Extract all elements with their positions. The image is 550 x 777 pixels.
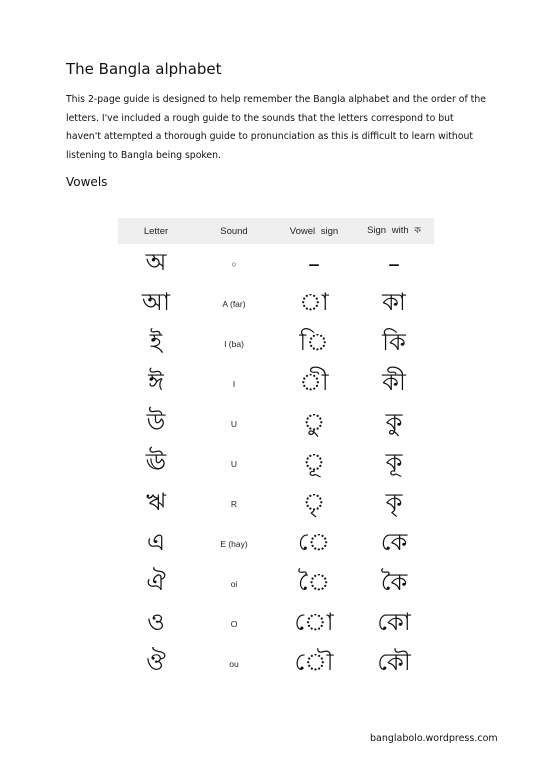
- vowel-sign: ◌ু: [302, 408, 326, 436]
- vowel-sound: oi: [230, 579, 238, 589]
- vowel-sound: O: [230, 619, 238, 629]
- sign-with-ka: কো: [377, 608, 411, 636]
- vowel-sign: ◌ী: [299, 368, 329, 396]
- vowel-letter: অ: [145, 248, 167, 276]
- sign-with-ka: কি: [382, 328, 406, 356]
- header-sound: Sound: [194, 218, 274, 244]
- vowel-letter: ঈ: [148, 368, 164, 396]
- vowel-sound: ou: [229, 659, 239, 669]
- vowel-sign: ◌ৌ: [294, 648, 334, 676]
- vowel-letter: ঔ: [146, 648, 166, 676]
- sign-with-ka: কী: [382, 368, 406, 396]
- vowel-letter: ঊ: [145, 448, 167, 476]
- sign-with-ka: কে: [380, 528, 408, 556]
- vowel-sign: ◌ি: [299, 328, 329, 356]
- vowel-letter: এ: [146, 528, 166, 556]
- header-vowel-sign: Vowel sign: [274, 218, 354, 244]
- table-row: [118, 524, 434, 564]
- header-sign-with-ka: Sign with ক: [354, 218, 434, 244]
- vowel-letter: ঋ: [146, 488, 166, 516]
- sign-with-ka: কু: [385, 408, 403, 436]
- vowel-sign: ◌ূ: [302, 448, 326, 476]
- vowel-letter: উ: [146, 408, 166, 436]
- table-row: [118, 564, 434, 604]
- vowel-sign: ◌ো: [294, 608, 334, 636]
- table-row: [118, 444, 434, 484]
- vowel-sign: ◌ৃ: [302, 488, 326, 516]
- sign-with-ka: কৈ: [380, 568, 408, 596]
- table-row: [118, 284, 434, 324]
- vowel-sound: ○: [231, 259, 237, 269]
- table-row: [118, 604, 434, 644]
- vowel-letter: ঐ: [146, 568, 166, 596]
- vowel-sign: ◌ে: [297, 528, 331, 556]
- sign-with-ka: –: [388, 250, 400, 278]
- table-row: [118, 364, 434, 404]
- table-row: [118, 244, 434, 284]
- vowel-sound: U: [230, 419, 238, 429]
- vowel-sound: R: [230, 499, 238, 509]
- sign-with-ka: কূ: [385, 448, 403, 476]
- sign-with-ka: কা: [382, 288, 406, 316]
- vowel-sign: ◌া: [299, 288, 329, 316]
- table-row: [118, 404, 434, 444]
- table-row: [118, 324, 434, 364]
- vowels-table: [118, 218, 434, 684]
- table-row: [118, 484, 434, 524]
- vowel-sound: U: [230, 459, 238, 469]
- vowel-sound: E (hay): [220, 539, 248, 549]
- vowel-sign: –: [308, 250, 320, 278]
- vowel-letter: আ: [142, 288, 170, 316]
- vowel-sound: I: [232, 379, 236, 389]
- vowel-sign: ◌ৈ: [297, 568, 331, 596]
- vowel-sound: I (ba): [224, 339, 244, 349]
- section-heading-vowels: Vowels: [66, 175, 108, 189]
- header-letter: Letter: [118, 218, 194, 244]
- table-row: [118, 644, 434, 684]
- intro-paragraph: This 2-page guide is designed to help remember the Bangla alphabet and the order of the letters. I've included a rough guide to the sounds that the letters correspond to but haven't attempted a thorough guide to pronunciation as this is difficult to learn without listening to Bangla being spoken.: [66, 94, 486, 161]
- footer-url: banglabolo.wordpress.com: [370, 733, 498, 744]
- vowel-letter: ও: [147, 608, 165, 636]
- sign-with-ka: কৃ: [385, 488, 403, 516]
- vowel-letter: ই: [149, 328, 163, 356]
- table-header-row: [118, 218, 434, 244]
- page-title: The Bangla alphabet: [66, 60, 222, 78]
- sign-with-ka: কৌ: [377, 648, 411, 676]
- vowel-sound: A (far): [222, 299, 246, 309]
